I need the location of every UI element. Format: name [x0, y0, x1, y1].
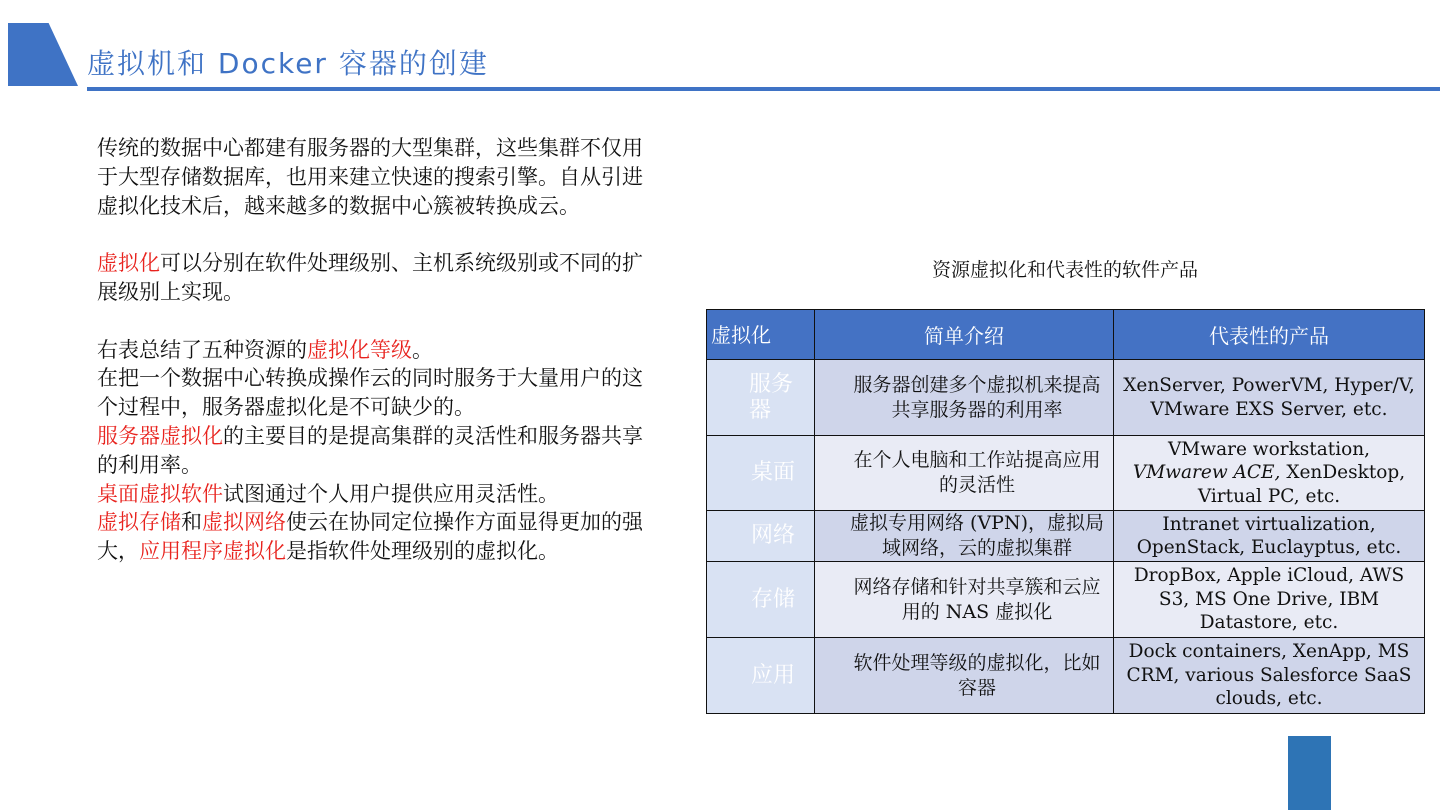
highlight-term: 虚拟存储 [97, 510, 181, 535]
text-run: 的主要目的是提高集群的灵活性和服务器共享的利用率。 [97, 423, 643, 477]
highlight-term: 桌面虚拟软件 [97, 481, 223, 506]
products-cell: Intranet virtualization, OpenStack, Euclayptus, etc. [1114, 511, 1425, 562]
description-cell: 虚拟专用网络 (VPN)，虚拟局域网络，云的虚拟集群 [815, 511, 1114, 562]
level-cell: 桌面 [707, 436, 815, 511]
table-row [707, 436, 1425, 511]
description-cell: 网络存储和针对共享簇和云应用的 NAS 虚拟化 [815, 562, 1114, 638]
table-row [707, 360, 1425, 436]
level-cell: 应用 [707, 638, 815, 714]
products-cell: Dock containers, XenApp, MS CRM, various Salesforce SaaS clouds, etc. [1114, 638, 1425, 714]
table-header-row [707, 310, 1425, 360]
table-row [707, 638, 1425, 714]
paragraph-storage-network [97, 508, 653, 566]
products-text-italic: VMwarew ACE, [1132, 462, 1281, 484]
text-run: 试图通过个人用户提供应用灵活性。 [223, 481, 559, 506]
text-run: 。 [412, 337, 433, 362]
products-text: XenDesktop, Virtual PC, etc. [1197, 462, 1406, 507]
products-cell [1114, 436, 1425, 511]
table-row [707, 511, 1425, 562]
highlight-term: 虚拟化 [97, 251, 160, 276]
header-cell-level: 虚拟化 [707, 310, 815, 360]
body-text [97, 134, 653, 566]
text-run: 使云在协同定位操作方面显得更加的强大， [97, 510, 643, 564]
paragraph-datacenter: 传统的数据中心都建有服务器的大型集群，这些集群不仅用于大型存储数据库，也用来建立快速的搜索引擎。自从引进虚拟化技术后，越来越多的数据中心簇被转换成云。 [97, 136, 643, 218]
paragraph-server-virtualization [97, 422, 653, 480]
products-text: VMware workstation, [1167, 438, 1371, 460]
slide-title: 虚拟机和 Docker 容器的创建 [87, 47, 489, 80]
products-cell [1114, 360, 1425, 436]
table-caption: 资源虚拟化和代表性的软件产品 [931, 259, 1198, 281]
header-cell-intro: 简单介绍 [815, 310, 1114, 360]
virtualization-table [706, 309, 1425, 714]
paragraph-desktop-virtualization [97, 480, 653, 509]
description-cell: 在个人电脑和工作站提高应用的灵活性 [815, 436, 1114, 511]
highlight-term: 应用程序虚拟化 [139, 539, 286, 564]
highlight-term: 服务器虚拟化 [97, 423, 223, 448]
table-row [707, 562, 1425, 638]
level-cell: 存储 [707, 562, 815, 638]
highlight-term: 虚拟化等级 [307, 337, 412, 362]
highlight-term: 虚拟网络 [202, 510, 286, 535]
paragraph-server-necessity: 在把一个数据中心转换成操作云的同时服务于大量用户的这个过程中，服务器虚拟化是不可缺少的。 [97, 366, 643, 420]
title-corner-shape [8, 23, 78, 86]
text-run: 可以分别在软件处理级别、主机系统级别或不同的扩展级别上实现。 [97, 251, 643, 304]
description-cell: 服务器创建多个虚拟机来提高共享服务器的利用率 [815, 360, 1114, 436]
products-cell: DropBox, Apple iCloud, AWS S3, MS One Drive, IBM Datastore, etc. [1114, 562, 1425, 638]
text-run: 右表总结了五种资源的 [97, 337, 307, 362]
header-cell-products: 代表性的产品 [1114, 310, 1425, 360]
paragraph-virtualization [97, 249, 653, 307]
text-run: 和 [181, 510, 202, 535]
level-cell: 网络 [707, 511, 815, 562]
level-cell: 服务器 [707, 360, 815, 436]
products-text: VMware EXS Server, etc. [1150, 398, 1388, 420]
paragraph-summary [97, 336, 653, 365]
decorative-block [1288, 736, 1331, 810]
title-underline [87, 87, 1440, 91]
description-cell: 软件处理等级的虚拟化，比如容器 [815, 638, 1114, 714]
products-text: XenServer, PowerVM, Hyper/V, [1123, 375, 1415, 396]
text-run: 是指软件处理级别的虚拟化。 [286, 539, 559, 564]
